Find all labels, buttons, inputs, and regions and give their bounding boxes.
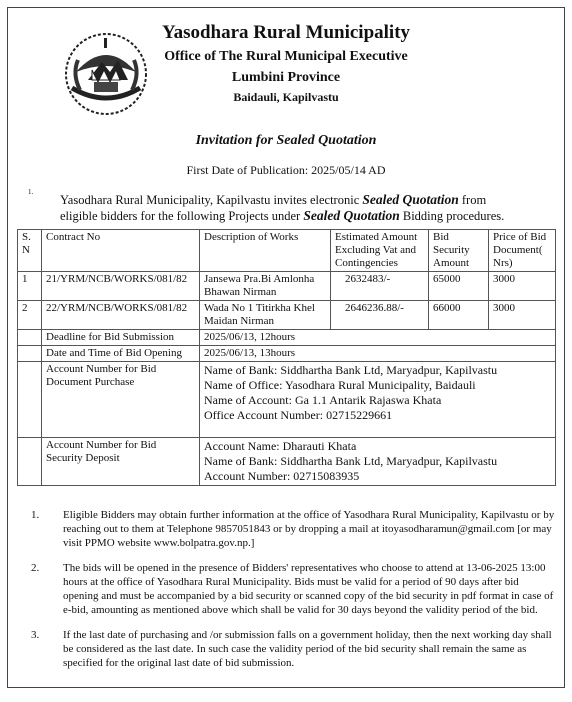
notice-page xyxy=(7,7,565,688)
province-name: Lumbini Province xyxy=(231,70,341,85)
deposit-account-row xyxy=(18,438,556,486)
table-row xyxy=(18,301,556,330)
opening-row xyxy=(18,346,556,362)
purchase-bank: Name of Bank: Siddhartha Bank Ltd, Maryadpur, Kapilvastu xyxy=(204,363,498,377)
opening-value: 2025/06/13, 13hours xyxy=(200,346,556,362)
purchase-account-details xyxy=(200,362,556,438)
row-price: 3000 xyxy=(489,301,556,330)
row-estimate: 2646236.88/- xyxy=(331,301,429,330)
purchase-account-number: Office Account Number: 02715229661 xyxy=(204,408,393,422)
deposit-account-label: Account Number for Bid Security Deposit xyxy=(42,438,200,486)
row-contract: 21/YRM/NCB/WORKS/081/82 xyxy=(42,272,200,301)
deposit-account-name: Account Name: Dharauti Khata xyxy=(204,439,357,453)
publication-date: First Date of Publication: 2025/05/14 AD xyxy=(186,163,386,177)
purchase-account-row xyxy=(18,362,556,438)
municipality-name: Yasodhara Rural Municipality xyxy=(161,22,411,43)
notice-title: Invitation for Sealed Quotation xyxy=(195,133,377,148)
intro-text-3: Bidding procedures. xyxy=(399,209,505,223)
intro-emphasis-1: Sealed Quotation xyxy=(362,192,459,207)
opening-label: Date and Time of Bid Opening xyxy=(42,346,200,362)
note-number: 3. xyxy=(31,629,40,641)
list-item xyxy=(17,561,556,617)
row-sn: 2 xyxy=(18,301,42,330)
row-description: Wada No 1 Titirkha Khel Maidan Nirman xyxy=(200,301,331,330)
row-sn: 1 xyxy=(18,272,42,301)
header-estimate: Estimated Amount Excluding Vat and Contingencies xyxy=(331,230,429,272)
purchase-account-label: Account Number for Bid Document Purchase xyxy=(42,362,200,438)
intro-paragraph xyxy=(60,192,520,224)
office-location: Baidauli, Kapilvastu xyxy=(233,90,339,104)
note-text: Eligible Bidders may obtain further information at the office of Yasodhara Rural Municipality, Kapilvastu or by reaching out to them at Telephone 9857051843 or by dropping a mail at itoyasodharamun@gmail.com [or may visit PPMO website www.bolpatra.gov.np.] xyxy=(63,509,555,549)
header-price: Price of Bid Document( Nrs) xyxy=(489,230,556,272)
row-security: 66000 xyxy=(429,301,489,330)
note-number: 2. xyxy=(31,562,40,574)
deadline-row xyxy=(18,330,556,346)
header-description: Description of Works xyxy=(200,230,331,272)
intro-text-2: from eligible bidders for the following Projects under xyxy=(60,193,487,223)
purchase-office: Name of Office: Yasodhara Rural Municipality, Baidauli xyxy=(204,378,476,392)
note-number: 1. xyxy=(31,509,40,521)
row-contract: 22/YRM/NCB/WORKS/081/82 xyxy=(42,301,200,330)
list-item xyxy=(17,628,556,670)
row-security: 65000 xyxy=(429,272,489,301)
office-name: Office of The Rural Municipal Executive xyxy=(164,49,408,64)
intro-text-1: Yasodhara Rural Municipality, Kapilvastu invites electronic xyxy=(60,193,363,207)
table-header-row xyxy=(18,230,556,272)
purchase-account-name: Name of Account: Ga 1.1 Antarik Rajaswa Khata xyxy=(204,393,442,407)
intro-number: 1. xyxy=(28,188,34,196)
note-text: If the last date of purchasing and /or submission falls on a government holiday, then the next working day shall be considered as the last date. In such case the validity period of the bid security shall remain the same as specified for the original last date of bid submission. xyxy=(63,629,552,669)
note-text: The bids will be opened in the presence of Bidders' representatives who choose to attend at 13-06-2025 13:00 hours at the office of Yasodhara Rural Municipality. Bids must be valid for a period of 90 days after bid opening and must be accompanied by a bid security or scanned copy of the bid security in pdf format in case of e-bid, amounting as mentioned above which shall be valid for 30 days beyond the validity period of the bid. xyxy=(63,562,554,616)
list-item xyxy=(17,508,556,550)
notes-list xyxy=(17,508,556,681)
deposit-account-number: Account Number: 02715083935 xyxy=(204,469,360,483)
deadline-value: 2025/06/13, 12hours xyxy=(200,330,556,346)
deposit-account-details xyxy=(200,438,556,486)
header-security: Bid Security Amount xyxy=(429,230,489,272)
header-sn: S. N xyxy=(18,230,42,272)
bid-table xyxy=(17,229,556,486)
deadline-label: Deadline for Bid Submission xyxy=(42,330,200,346)
deposit-bank: Name of Bank: Siddhartha Bank Ltd, Maryadpur, Kapilvastu xyxy=(204,454,498,468)
row-estimate: 2632483/- xyxy=(331,272,429,301)
table-row xyxy=(18,272,556,301)
header-contract: Contract No xyxy=(42,230,200,272)
row-description: Jansewa Pra.Bi Amlonha Bhawan Nirman xyxy=(200,272,331,301)
intro-emphasis-2: Sealed Quotation xyxy=(303,208,400,223)
row-price: 3000 xyxy=(489,272,556,301)
